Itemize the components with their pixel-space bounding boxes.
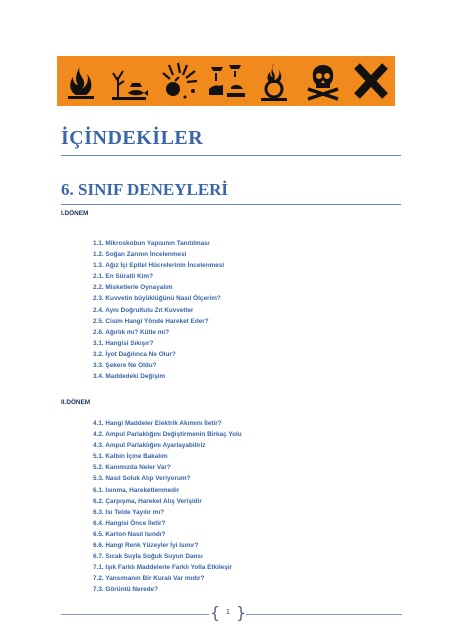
toc-item[interactable]: 3.4. Maddedeki Değişim [93,373,166,381]
term2-label: II.DÖNEM [61,399,91,406]
toc-item[interactable]: 7.3. Görüntü Nerede? [93,586,158,594]
page-number: 1 [226,609,230,616]
toc-item[interactable]: 5.3. Nasıl Soluk Alıp Veriyorum? [93,475,191,483]
oxidizing-icon [250,56,298,106]
section-heading: 6. SINIF DENEYLERİ [61,180,229,199]
toc-item[interactable]: 7.1. Işık Farklı Maddelerle Farklı Yolla Etkileşir [93,564,233,572]
left-brace-icon: { [210,603,221,622]
environment-hazard-icon [105,56,153,106]
footer-rule-left [61,614,209,615]
toc-item[interactable]: 6.5. Karton Nasıl Isındı? [93,530,166,538]
toc-item[interactable]: 2.2. Misketlerle Oynayalım [93,284,173,292]
toc-item[interactable]: 6.6. Hangi Renk Yüzeyler İyi Isınır? [93,542,199,550]
term2-toc-list [93,418,242,596]
toc-item[interactable]: 6.1. Isınma, Hareketlenmedir [93,486,180,494]
section-underline [61,204,401,205]
toc-item[interactable]: 2.1. En Süratli Kim? [93,273,154,281]
page-title: İÇİNDEKİLER [61,127,204,149]
toc-item[interactable]: 6.3. Isı Telde Yayılır mı? [93,508,165,516]
title-underline [61,155,401,156]
toc-item[interactable]: 1.3. Ağız İçi Epitel Hücrelerinin İncelenmesi [93,262,225,270]
toc-item[interactable]: 3.3. Şekere Ne Oldu? [93,362,157,370]
toc-item[interactable]: 1.2. Soğan Zarının İncelenmesi [93,251,187,259]
right-brace-icon: } [236,603,247,622]
toc-item[interactable]: 2.3. Kuvvetin büyüklüğünü Nasıl Ölçerim? [93,295,221,303]
toc-item[interactable]: 4.1. Hangi Maddeler Elektrik Akımını İletir? [93,420,222,427]
toc-item[interactable]: 6.7. Sıcak Suyla Soğuk Suyun Dansı [93,553,203,561]
toc-item[interactable]: 2.5. Cisim Hangi Yönde Hareket Eder? [93,317,209,325]
toc-item[interactable]: 4.2. Ampul Parlaklığını Değiştirmenin Birkaç Yolu [93,431,242,439]
toc-item[interactable]: 3.2. İyot Dağılınca Ne Olur? [93,350,176,358]
term1-toc-list [93,238,224,382]
explosive-icon [154,56,202,106]
toc-item[interactable]: 2.4. Aynı Doğrultulu Zıt Kuvvetler [93,306,194,314]
hazard-symbols-banner [57,56,395,106]
toc-item[interactable]: 5.1. Kalbin İçine Bakalım [93,453,168,461]
flammable-icon [57,56,105,106]
toc-item[interactable]: 3.1. Hangisi Sıkışır? [93,339,154,347]
toc-item[interactable]: 4.3. Ampul Parlaklığını Ayarlayabiliriz [93,442,206,450]
corrosive-icon [202,56,250,106]
toc-item[interactable]: 5.2. Kanımızda Neler Var? [93,464,171,472]
toc-item[interactable]: 6.4. Hangisi Önce İletir? [93,519,166,527]
toc-item[interactable]: 7.2. Yansımanın Bir Kuralı Var mıdır? [93,575,205,583]
harmful-cross-icon [347,56,395,106]
footer-rule-right [246,614,402,615]
toc-item[interactable]: 2.6. Ağırlık mı? Kütle mi? [93,328,170,336]
toc-item[interactable]: 6.2. Çarpışma, Hareket Alış Verişidir [93,497,202,505]
toxic-skull-icon [298,56,346,106]
term1-label: I.DÖNEM [61,210,89,217]
toc-item[interactable]: 1.1. Mikroskobun Yapısının Tanıtılması [93,240,210,247]
